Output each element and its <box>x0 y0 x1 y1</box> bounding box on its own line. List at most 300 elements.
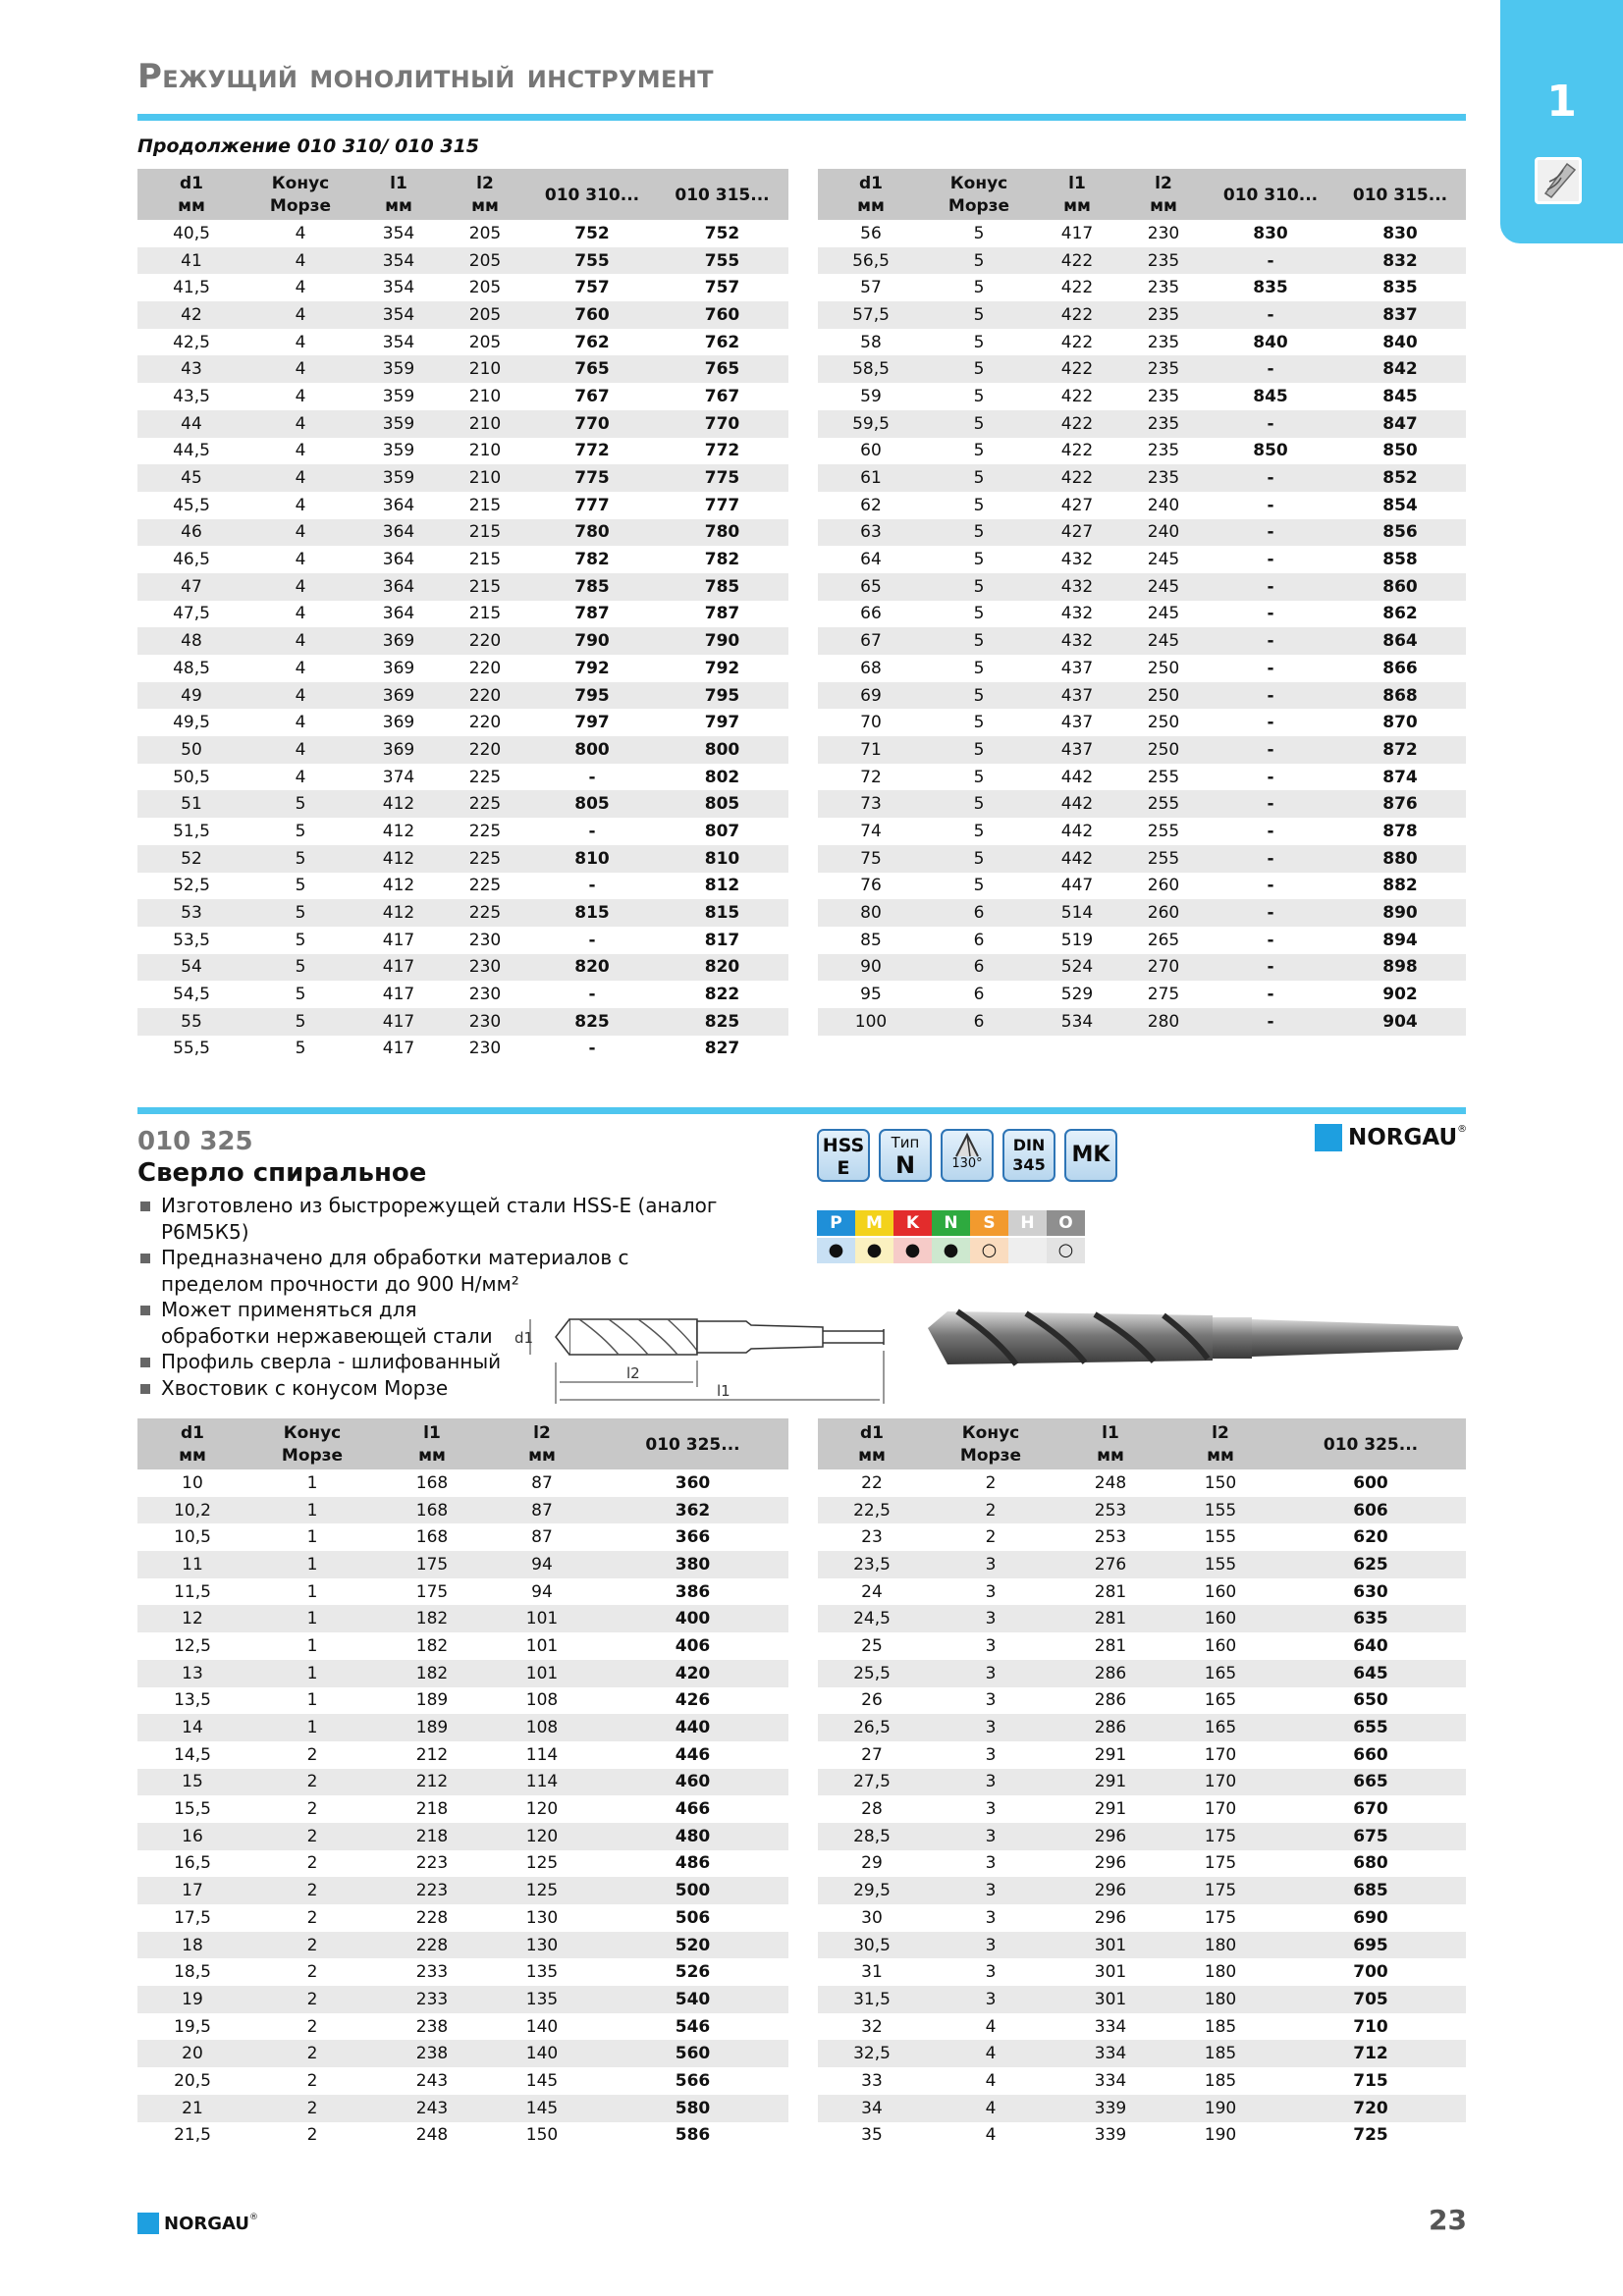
table-cell: - <box>588 1039 596 1059</box>
table-cell: 286 <box>1055 1714 1165 1741</box>
table-cell: 15,5 <box>174 1799 211 1820</box>
table-cell: 286 <box>1055 1660 1165 1687</box>
table-cell: - <box>1207 954 1334 982</box>
table-cell: 27,5 <box>818 1769 926 1796</box>
table-cell: 835 <box>1382 278 1418 298</box>
table-cell: 3 <box>926 1605 1055 1632</box>
table-cell: 2 <box>306 1962 318 1983</box>
table-cell: 17,5 <box>174 1907 211 1928</box>
table-cell: 837 <box>1334 301 1466 329</box>
table-cell: 168 <box>415 1472 449 1493</box>
table-cell: - <box>1267 713 1274 733</box>
table-cell: 12 <box>137 1605 247 1632</box>
feature-item: Профиль сверла - шлифованный <box>137 1349 766 1375</box>
suitability-mark: ● <box>893 1238 932 1263</box>
table-cell: 842 <box>1334 355 1466 383</box>
table-cell: 255 <box>1147 821 1180 841</box>
column-header: 010 325... <box>1275 1418 1466 1469</box>
table-cell: 190 <box>1204 2125 1237 2146</box>
page-number: 23 <box>1429 2204 1467 2236</box>
table-cell: 225 <box>442 845 528 873</box>
table-cell: 339 <box>1055 2095 1165 2122</box>
table-cell: 675 <box>1275 1823 1466 1850</box>
table-row <box>137 682 788 710</box>
table-cell: 665 <box>1275 1769 1466 1796</box>
table-cell: 28,5 <box>818 1823 926 1850</box>
table-cell: 2 <box>306 1744 318 1765</box>
table-cell: 3 <box>926 1769 1055 1796</box>
table-cell: 422 <box>1060 386 1094 406</box>
table-cell: - <box>1267 495 1274 515</box>
table-cell: 845 <box>1382 386 1418 406</box>
table-cell: 230 <box>468 1039 502 1059</box>
table-cell: 57 <box>860 278 882 298</box>
table-cell: 4 <box>245 736 355 764</box>
table-row <box>818 519 1466 547</box>
table-cell: 715 <box>1353 2070 1388 2091</box>
table-cell: - <box>1267 821 1274 841</box>
table-cell: 520 <box>597 1932 788 1959</box>
table-cell: 301 <box>1055 1932 1165 1959</box>
drill-icon <box>1535 157 1582 204</box>
table-cell: 4 <box>295 441 306 461</box>
table-cell: 10,5 <box>174 1527 211 1548</box>
table-header-row <box>818 169 1466 220</box>
table-row <box>818 627 1466 655</box>
table-cell: 850 <box>1382 441 1418 461</box>
table-cell: 845 <box>1253 386 1288 406</box>
table-cell: 182 <box>377 1660 487 1687</box>
table-cell: 3 <box>985 1690 997 1711</box>
table-cell: 420 <box>597 1660 788 1687</box>
table-cell: 16,5 <box>174 1853 211 1874</box>
din-label: DIN <box>1012 1136 1046 1154</box>
table-row <box>137 1036 788 1063</box>
table-cell: 546 <box>675 2016 711 2037</box>
table-row <box>818 492 1466 519</box>
table-cell: 782 <box>704 550 740 570</box>
table-cell: 41,5 <box>173 278 210 298</box>
table-cell: 364 <box>382 604 415 624</box>
table-cell: 3 <box>985 1907 997 1928</box>
table-cell: 170 <box>1204 1744 1237 1765</box>
table-cell: 524 <box>1034 954 1120 982</box>
table-cell: - <box>1207 790 1334 818</box>
table-cell: 50,5 <box>173 767 210 787</box>
table-cell: 810 <box>528 845 656 873</box>
table-cell: 442 <box>1060 767 1094 787</box>
table-cell: 58 <box>860 332 882 352</box>
table-cell: 4 <box>295 550 306 570</box>
table-cell: - <box>1207 573 1334 601</box>
table-cell: 6 <box>973 930 985 950</box>
table-row <box>137 355 788 383</box>
table-cell: 460 <box>597 1769 788 1796</box>
table-cell: 4 <box>985 2070 997 2091</box>
table-cell: 4 <box>926 2040 1055 2067</box>
table-cell: 862 <box>1382 604 1418 624</box>
table-cell: 233 <box>415 1962 449 1983</box>
table-cell: 2 <box>247 1877 377 1904</box>
table-cell: 805 <box>656 790 788 818</box>
table-cell: 61 <box>818 464 924 492</box>
table-cell: 1 <box>247 1660 377 1687</box>
table-cell: 62 <box>860 495 882 515</box>
table-cell: 66 <box>860 604 882 624</box>
suitability-mark: ○ <box>1047 1238 1085 1263</box>
table-cell: 14,5 <box>174 1744 211 1765</box>
table-cell: - <box>1207 627 1334 655</box>
point-angle-badge <box>941 1129 994 1182</box>
table-cell: - <box>1207 301 1334 329</box>
table-cell: 94 <box>487 1551 597 1578</box>
table-cell: 72 <box>860 767 882 787</box>
table-cell: 880 <box>1334 845 1466 873</box>
table-cell: 334 <box>1055 2040 1165 2067</box>
table-row <box>137 954 788 982</box>
table-cell: 108 <box>487 1714 597 1741</box>
table-row <box>818 247 1466 275</box>
table-cell: 58,5 <box>818 355 924 383</box>
table-cell: 5 <box>924 519 1034 547</box>
table-cell: 140 <box>525 2016 559 2037</box>
table-cell: 1 <box>247 1605 377 1632</box>
table-cell: 80 <box>818 899 924 927</box>
table-cell: 334 <box>1094 2070 1127 2091</box>
table-cell: 757 <box>574 278 610 298</box>
table-row <box>818 383 1466 410</box>
table-cell: 20,5 <box>174 2070 211 2091</box>
table-cell: 233 <box>377 1986 487 2013</box>
column-header: l2 мм <box>1120 169 1207 220</box>
table-row <box>137 1008 788 1036</box>
table-cell: 140 <box>487 2040 597 2067</box>
table-cell: 359 <box>355 464 442 492</box>
table-row <box>137 1932 788 1959</box>
table-cell: 15 <box>137 1769 247 1796</box>
table-cell: 765 <box>656 355 788 383</box>
table-cell: 432 <box>1034 573 1120 601</box>
table-cell: 480 <box>597 1823 788 1850</box>
table-cell: 22 <box>861 1472 883 1493</box>
table-row <box>137 1741 788 1769</box>
table-cell: 5 <box>245 1008 355 1036</box>
table-cell: - <box>1267 604 1274 624</box>
table-cell: 225 <box>468 821 502 841</box>
table-cell: 1 <box>247 1497 377 1524</box>
table-cell: 250 <box>1120 736 1207 764</box>
column-header: l1 мм <box>377 1418 487 1469</box>
table-cell: 220 <box>442 627 528 655</box>
column-header: d1 мм <box>137 1418 247 1469</box>
table-cell: 94 <box>531 1581 553 1602</box>
table-cell: 120 <box>525 1799 559 1820</box>
table-cell: 301 <box>1094 1962 1127 1983</box>
table-row <box>818 1660 1466 1687</box>
brand-reg: ® <box>1457 1124 1468 1135</box>
column-header: l2 мм <box>442 169 528 220</box>
table-cell: 50 <box>137 736 245 764</box>
table-cell: 5 <box>924 247 1034 275</box>
table-cell: 215 <box>468 495 502 515</box>
mk-label: MK <box>1071 1143 1110 1167</box>
table-cell: 5 <box>973 386 985 406</box>
table-cell: 534 <box>1034 1008 1120 1036</box>
table-cell: 5 <box>973 550 985 570</box>
table-cell: 5 <box>973 495 985 515</box>
table-cell: 4 <box>295 658 306 678</box>
table-row <box>137 2013 788 2041</box>
column-header: 010 310... <box>528 169 656 220</box>
table-cell: 660 <box>1353 1744 1388 1765</box>
table-cell: 760 <box>528 301 656 329</box>
table-cell: 281 <box>1094 1581 1127 1602</box>
table-cell: 46,5 <box>173 550 210 570</box>
table-cell: 165 <box>1165 1714 1275 1741</box>
table-cell: 864 <box>1334 627 1466 655</box>
table-cell: 54 <box>137 954 245 982</box>
table-row <box>137 1877 788 1904</box>
table-row <box>818 1932 1466 1959</box>
table-row <box>137 1497 788 1524</box>
table-cell: 400 <box>597 1605 788 1632</box>
table-cell: 446 <box>675 1744 711 1765</box>
table-cell: 790 <box>528 627 656 655</box>
table-cell: 49,5 <box>173 713 210 733</box>
material-group-h: H <box>1008 1210 1047 1236</box>
table-row <box>818 274 1466 301</box>
table-cell: 240 <box>1120 519 1207 547</box>
table-cell: 720 <box>1275 2095 1466 2122</box>
table-cell: 832 <box>1334 247 1466 275</box>
table-cell: 840 <box>1253 332 1288 352</box>
table-cell: 210 <box>442 464 528 492</box>
table-cell: 680 <box>1353 1853 1388 1874</box>
table-cell: 160 <box>1204 1635 1237 1656</box>
table-cell: 255 <box>1120 845 1207 873</box>
table-row <box>137 438 788 465</box>
table-cell: 253 <box>1094 1527 1127 1548</box>
table-cell: 5 <box>924 464 1034 492</box>
material-group-m: M <box>855 1210 893 1236</box>
table-cell: 3 <box>985 1799 997 1820</box>
table-row <box>137 873 788 900</box>
table-header-row <box>137 169 788 220</box>
table-cell: 73 <box>818 790 924 818</box>
table-cell: 817 <box>704 930 740 950</box>
table-cell: 872 <box>1334 736 1466 764</box>
table-cell: 3 <box>985 1853 997 1874</box>
table-cell: 860 <box>1334 573 1466 601</box>
table-cell: 437 <box>1060 713 1094 733</box>
table-cell: 5 <box>924 355 1034 383</box>
table-cell: 235 <box>1147 278 1180 298</box>
table-row <box>137 492 788 519</box>
table-cell: 5 <box>924 627 1034 655</box>
table-cell: 185 <box>1204 2016 1237 2037</box>
table-cell: 406 <box>675 1635 711 1656</box>
table-cell: 630 <box>1353 1581 1388 1602</box>
table-cell: 354 <box>382 278 415 298</box>
table-cell: 3 <box>985 1635 997 1656</box>
table-cell: 380 <box>597 1551 788 1578</box>
table-cell: 296 <box>1055 1877 1165 1904</box>
table-cell: 215 <box>442 519 528 547</box>
hss-label: HSS <box>822 1135 865 1156</box>
table-cell: 5 <box>924 573 1034 601</box>
brand-name: NORGAU <box>164 2213 249 2234</box>
table-cell: 4 <box>985 2016 997 2037</box>
table-cell: 1 <box>306 1635 318 1656</box>
table-cell: 427 <box>1034 519 1120 547</box>
table-cell: 215 <box>468 550 502 570</box>
table-cell: 2 <box>306 2070 318 2091</box>
table-cell: 205 <box>468 223 502 243</box>
table-cell: 228 <box>377 1932 487 1959</box>
table-cell: 170 <box>1165 1769 1275 1796</box>
table-cell: 725 <box>1353 2125 1388 2146</box>
table-cell: 500 <box>597 1877 788 1904</box>
table-cell: 822 <box>704 985 740 1005</box>
table-cell: 60 <box>860 441 882 461</box>
table-cell: - <box>1207 682 1334 710</box>
table-cell: 3 <box>926 1714 1055 1741</box>
column-header: 010 315... <box>1334 169 1466 220</box>
table-cell: 10 <box>182 1472 203 1493</box>
table-cell: 580 <box>597 2095 788 2122</box>
table-row <box>818 736 1466 764</box>
table-cell: 760 <box>656 301 788 329</box>
table-cell: - <box>1207 1008 1334 1036</box>
brand-name: NORGAU <box>1348 1125 1458 1150</box>
table-cell: - <box>588 930 596 950</box>
column-header: 010 315... <box>656 169 788 220</box>
table-cell: 4 <box>245 301 355 329</box>
table-row <box>818 981 1466 1008</box>
table-cell: 1 <box>306 1527 318 1548</box>
table-cell: 230 <box>442 1008 528 1036</box>
table-row <box>818 1687 1466 1715</box>
table-cell: 4 <box>245 410 355 438</box>
table-cell: 26,5 <box>818 1714 926 1741</box>
table-cell: 785 <box>656 573 788 601</box>
table-cell: 30 <box>861 1907 883 1928</box>
table-cell: 235 <box>1120 410 1207 438</box>
table-cell: 165 <box>1165 1660 1275 1687</box>
table-row <box>137 1904 788 1932</box>
table-cell: 150 <box>525 2125 559 2146</box>
table-cell: 24,5 <box>818 1605 926 1632</box>
table-cell: 175 <box>415 1581 449 1602</box>
table-row <box>818 2067 1466 2095</box>
table-row <box>137 1958 788 1986</box>
table-cell: 53 <box>137 899 245 927</box>
table-row <box>818 301 1466 329</box>
table-cell: 566 <box>675 2070 711 2091</box>
table-cell: 6 <box>924 954 1034 982</box>
table-cell: 645 <box>1275 1660 1466 1687</box>
table-cell: - <box>1207 899 1334 927</box>
table-cell: 866 <box>1382 658 1418 678</box>
table-cell: 4 <box>985 2125 997 2146</box>
table-cell: 4 <box>295 604 306 624</box>
table-cell: 14 <box>137 1714 247 1741</box>
table-cell: 11 <box>137 1551 247 1578</box>
table-cell: 56 <box>860 223 882 243</box>
table-cell: 41 <box>137 247 245 275</box>
table-cell: 2 <box>306 2125 318 2146</box>
table-cell: 34 <box>818 2095 926 2122</box>
table-row <box>137 1714 788 1741</box>
table-row <box>137 573 788 601</box>
table-cell: 447 <box>1060 876 1094 896</box>
table-cell: 4 <box>245 627 355 655</box>
table-cell: 210 <box>442 355 528 383</box>
table-cell: 286 <box>1094 1690 1127 1711</box>
table-cell: 296 <box>1094 1907 1127 1928</box>
table-cell: 4 <box>295 767 306 787</box>
table-cell: 339 <box>1094 2125 1127 2146</box>
table-row <box>137 329 788 356</box>
table-cell: 55 <box>137 1008 245 1036</box>
table-cell: 125 <box>525 1853 559 1874</box>
table-cell: 53,5 <box>173 930 210 950</box>
table-cell: 32 <box>861 2016 883 2037</box>
table-cell: 795 <box>528 682 656 710</box>
table-cell: 815 <box>656 899 788 927</box>
table-row <box>818 438 1466 465</box>
table-cell: 800 <box>656 736 788 764</box>
column-header: Конус Морзе <box>924 169 1034 220</box>
column-header: Конус Морзе <box>247 1418 377 1469</box>
table-cell: 3 <box>926 1932 1055 1959</box>
hss-e-badge <box>817 1129 870 1182</box>
table-row <box>137 1523 788 1551</box>
table-cell: 2 <box>247 1986 377 2013</box>
table-cell: - <box>1207 519 1334 547</box>
table-cell: 870 <box>1382 713 1418 733</box>
table-cell: 175 <box>377 1551 487 1578</box>
table-cell: 145 <box>525 2070 559 2091</box>
table-cell: 856 <box>1334 519 1466 547</box>
table-row <box>818 655 1466 682</box>
table-cell: 700 <box>1353 1962 1388 1983</box>
table-cell: 291 <box>1055 1769 1165 1796</box>
din-number: 345 <box>1012 1155 1046 1174</box>
table-row <box>137 383 788 410</box>
table-cell: 42,5 <box>173 332 210 352</box>
table-cell: - <box>1267 876 1274 896</box>
material-group-o: O <box>1047 1210 1085 1236</box>
table-row <box>137 790 788 818</box>
table-cell: 364 <box>382 495 415 515</box>
table-cell: 364 <box>382 550 415 570</box>
table-cell: 19 <box>137 1986 247 2013</box>
table-cell: 4 <box>295 386 306 406</box>
table-cell: 270 <box>1120 954 1207 982</box>
column-header: d1 мм <box>818 1418 926 1469</box>
table-row <box>818 873 1466 900</box>
brand-reg: ® <box>249 2213 258 2222</box>
table-cell: 17 <box>137 1877 247 1904</box>
table-cell: 359 <box>355 410 442 438</box>
table-cell: 4 <box>245 573 355 601</box>
table-cell: 155 <box>1165 1497 1275 1524</box>
table-cell: 44 <box>137 410 245 438</box>
table-cell: 2 <box>306 2016 318 2037</box>
table-cell: 847 <box>1334 410 1466 438</box>
table-cell: 125 <box>487 1877 597 1904</box>
